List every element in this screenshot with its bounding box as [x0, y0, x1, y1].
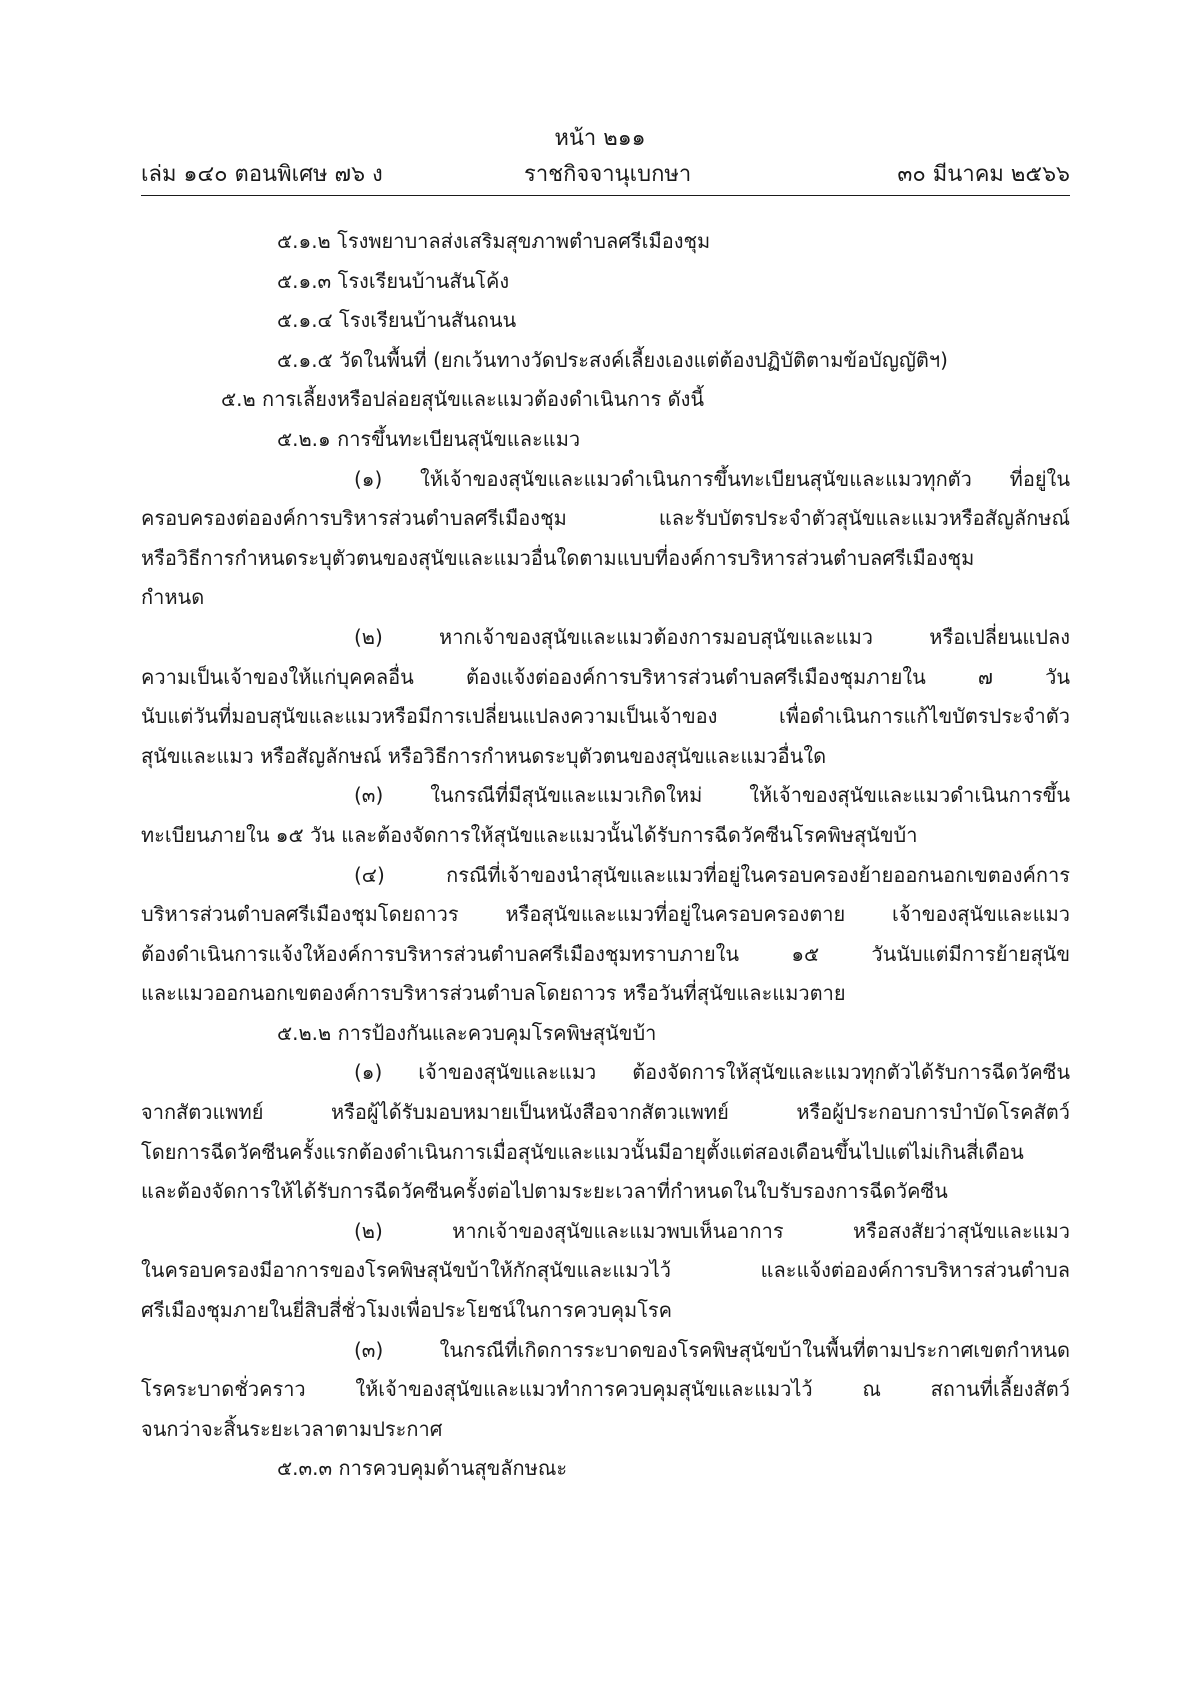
item-5-1-3: ๕.๑.๓ โรงเรียนบ้านสันโค้ง [277, 268, 510, 293]
section-5-2-heading: ๕.๒ การเลี้ยงหรือปล่อยสุนัขและแมวต้องดำเนินการ ดังนี้ [221, 387, 705, 412]
clause-registration-4: (๔) กรณีที่เจ้าของนำสุนัขและแมวที่อยู่ในครอบครองย้ายออกนอกเขตองค์การ [354, 862, 1070, 887]
clause-rabies-2: (๒) หากเจ้าของสุนัขและแมวพบเห็นอาการ หรือสงสัยว่าสุนัขและแมว [354, 1218, 1070, 1243]
clause-line: ในครอบครองมีอาการของโรคพิษสุนัขบ้าให้กักสุนัขและแมวไว้ และแจ้งต่อองค์การบริหารส่วนตำบล [141, 1258, 1070, 1283]
gazette-name: ราชกิจจานุเบกษา [524, 162, 692, 187]
item-5-1-4: ๕.๑.๔ โรงเรียนบ้านสันถนน [277, 308, 517, 333]
clause-registration-1: (๑) ให้เจ้าของสุนัขและแมวดำเนินการขึ้นทะเบียนสุนัขและแมวทุกตัว ที่อยู่ใน [354, 466, 1070, 491]
clause-line: โดยการฉีดวัคซีนครั้งแรกต้องดำเนินการเมื่อสุนัขและแมวนั้นมีอายุตั้งแต่สองเดือนขึ้นไปแต่ไม่เกินสี่เดือน [141, 1139, 1024, 1164]
clause-line: บริหารส่วนตำบลศรีเมืองชุมโดยถาวร หรือสุนัขและแมวที่อยู่ในครอบครองตาย เจ้าของสุนัขและแมว [141, 902, 1070, 927]
item-5-1-2: ๕.๑.๒ โรงพยาบาลส่งเสริมสุขภาพตำบลศรีเมืองชุม [277, 229, 711, 253]
clause-line: หรือวิธีการกำหนดระบุตัวตนของสุนัขและแมวอื่นใดตามแบบที่องค์การบริหารส่วนตำบลศรีเมืองชุม [141, 545, 975, 570]
clause-line: จากสัตวแพทย์ หรือผู้ได้รับมอบหมายเป็นหนังสือจากสัตวแพทย์ หรือผู้ประกอบการบำบัดโรคสัตว์ [141, 1100, 1070, 1125]
clause-rabies-1: (๑) เจ้าของสุนัขและแมว ต้องจัดการให้สุนัขและแมวทุกตัวได้รับการฉีดวัคซีน [354, 1060, 1070, 1085]
header-divider [141, 195, 1070, 196]
publication-date: ๓๐ มีนาคม ๒๕๖๖ [897, 162, 1070, 187]
clause-line: กำหนด [141, 585, 205, 610]
clause-registration-2: (๒) หากเจ้าของสุนัขและแมวต้องการมอบสุนัขและแมว หรือเปลี่ยนแปลง [354, 624, 1070, 649]
clause-line: ศรีเมืองชุมภายในยี่สิบสี่ชั่วโมงเพื่อประโยชน์ในการควบคุมโรค [141, 1298, 673, 1323]
section-5-2-2-heading: ๕.๒.๒ การป้องกันและควบคุมโรคพิษสุนัขบ้า [277, 1020, 657, 1045]
clause-registration-3: (๓) ในกรณีที่มีสุนัขและแมวเกิดใหม่ ให้เจ้าของสุนัขและแมวดำเนินการขึ้น [354, 783, 1070, 808]
clause-line: โรคระบาดชั่วคราว ให้เจ้าของสุนัขและแมวทำการควบคุมสุนัขและแมวไว้ ณ สถานที่เลี้ยงสัตว์ [141, 1377, 1070, 1402]
clause-line: สุนัขและแมว หรือสัญลักษณ์ หรือวิธีการกำหนดระบุตัวตนของสุนัขและแมวอื่นใด [141, 743, 827, 768]
page-number: หน้า ๒๑๑ [554, 126, 646, 151]
document-body [141, 222, 1070, 1489]
section-5-3-3-heading: ๕.๓.๓ การควบคุมด้านสุขลักษณะ [277, 1456, 568, 1481]
clause-line: และแมวออกนอกเขตองค์การบริหารส่วนตำบลโดยถาวร หรือวันที่สุนัขและแมวตาย [141, 981, 846, 1006]
clause-line: ครอบครองต่อองค์การบริหารส่วนตำบลศรีเมืองชุม และรับบัตรประจำตัวสุนัขและแมวหรือสัญลักษณ์ [141, 506, 1070, 531]
clause-line: ทะเบียนภายใน ๑๕ วัน และต้องจัดการให้สุนัขและแมวนั้นได้รับการฉีดวัคซีนโรคพิษสุนัขบ้า [141, 822, 918, 847]
gazette-header [141, 160, 1070, 190]
item-5-1-5: ๕.๑.๕ วัดในพื้นที่ (ยกเว้นทางวัดประสงค์เลี้ยงเองแต่ต้องปฏิบัติตามข้อบัญญัติฯ) [277, 347, 948, 372]
clause-rabies-3: (๓) ในกรณีที่เกิดการระบาดของโรคพิษสุนัขบ้าในพื้นที่ตามประกาศเขตกำหนด [354, 1337, 1070, 1362]
clause-line: ความเป็นเจ้าของให้แก่บุคคลอื่น ต้องแจ้งต่อองค์การบริหารส่วนตำบลศรีเมืองชุมภายใน ๗ วัน [141, 664, 1070, 689]
volume-issue: เล่ม ๑๔๐ ตอนพิเศษ ๗๖ ง [141, 162, 383, 187]
clause-line: ต้องดำเนินการแจ้งให้องค์การบริหารส่วนตำบลศรีเมืองชุมทราบภายใน ๑๕ วันนับแต่มีการย้ายสุนัข [141, 941, 1070, 966]
clause-line: และต้องจัดการให้ได้รับการฉีดวัคซีนครั้งต่อไปตามระยะเวลาที่กำหนดในใบรับรองการฉีดวัคซีน [141, 1179, 948, 1204]
clause-line: จนกว่าจะสิ้นระยะเวลาตามประกาศ [141, 1416, 443, 1441]
section-5-2-1-heading: ๕.๒.๑ การขึ้นทะเบียนสุนัขและแมว [277, 426, 581, 451]
clause-line: นับแต่วันที่มอบสุนัขและแมวหรือมีการเปลี่ยนแปลงความเป็นเจ้าของ เพื่อดำเนินการแก้ไขบัตรประจำตัว [141, 704, 1070, 729]
